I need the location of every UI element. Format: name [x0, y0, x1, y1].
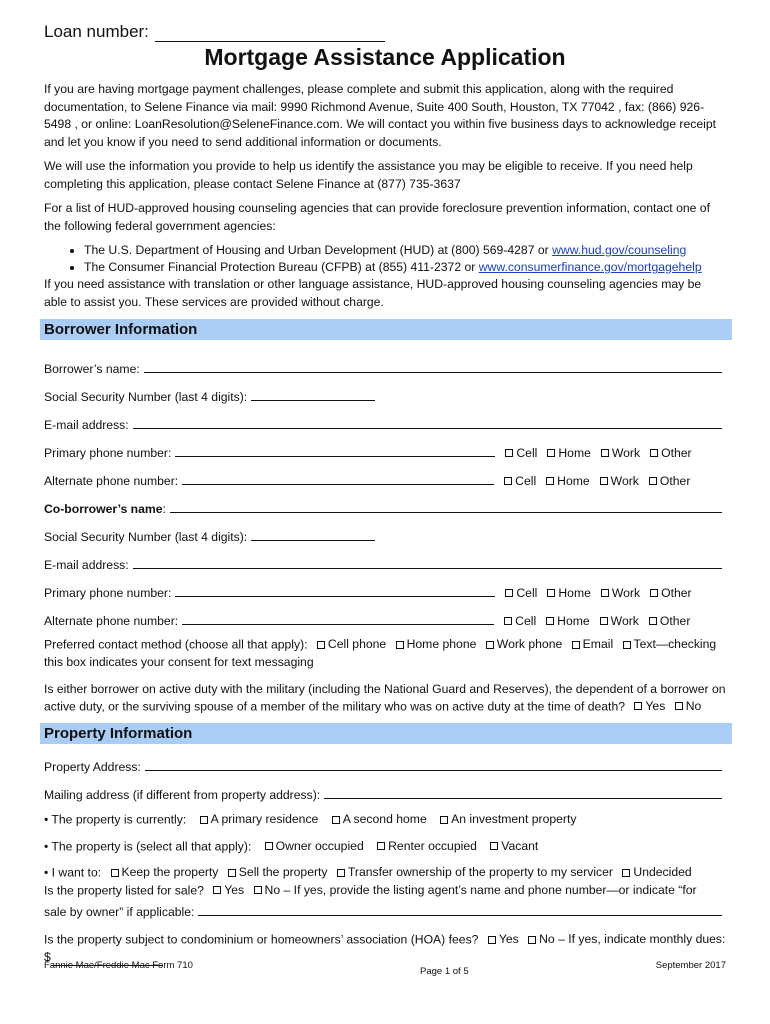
checkbox-hoa-yes[interactable]: Yes — [488, 931, 519, 948]
checkbox-icon — [332, 816, 340, 824]
checkbox-vacant[interactable]: Vacant — [490, 838, 538, 855]
checkbox-owner-occupied[interactable]: Owner occupied — [265, 838, 364, 855]
checkbox-sale-no[interactable]: No – If yes, provide the listing agent’s name and phone number—or indicate “for — [254, 882, 697, 899]
checkbox-other[interactable]: Other — [650, 586, 691, 600]
checkbox-icon — [488, 936, 496, 944]
military-question: Is either borrower on active duty with the military (including the National Guard and Reserves), the dependent of a borrower on active duty, or the surviving spouse of a member of the military who was on active duty at the time of death? Yes No — [44, 681, 726, 713]
checkbox-work[interactable]: Work — [601, 586, 640, 600]
loan-number-row — [44, 22, 726, 42]
checkbox-cell[interactable]: Cell — [505, 446, 537, 460]
borrower-section-header: Borrower Information — [40, 319, 732, 340]
hoa-question-row: Is the property subject to condominium or homeowners’ association (HOA) fees? Yes No – If yes, indicate monthly dues: — [44, 932, 726, 947]
page-title: Mortgage Assistance Application — [204, 44, 566, 70]
cfpb-link[interactable]: www.consumerfinance.gov/mortgagehelp — [478, 260, 702, 274]
coborrower-alternate-phone-row: Alternate phone number: Cell Home Work Other — [44, 614, 691, 628]
checkbox-icon — [265, 842, 273, 850]
coborrower-email-field[interactable] — [133, 568, 722, 569]
checkbox-military-yes[interactable]: Yes — [634, 698, 665, 715]
property-address-row: Property Address: — [44, 752, 726, 774]
intro-paragraph-2: We will use the information you provide to help us identify the assistance you may be eligible to receive. If you need help completing this application, please contact Selene Finance at (877) 735-3637 — [44, 159, 693, 191]
coborrower-email-row: E-mail address: — [44, 544, 726, 572]
intro-paragraph-4: If you need assistance with translation or other language assistance, HUD-approved housing counseling agencies may be able to assist you. These services are provided without charge. — [44, 277, 702, 309]
borrower-name-row: Borrower’s name: — [44, 348, 726, 376]
checkbox-icon — [675, 702, 683, 710]
checkbox-icon — [504, 617, 512, 625]
listing-agent-field[interactable] — [198, 915, 722, 916]
checkbox-home[interactable]: Home — [546, 614, 590, 628]
checkbox-icon — [634, 702, 642, 710]
borrower-ssn-field[interactable] — [251, 400, 375, 401]
property-intent-row: • I want to: Keep the property Sell the property Transfer ownership of the property to my servicer Undecided — [44, 865, 692, 880]
checkbox-transfer-ownership[interactable]: Transfer ownership of the property to my servicer — [337, 864, 613, 881]
checkbox-other[interactable]: Other — [649, 474, 690, 488]
borrower-email-row: E-mail address: — [44, 404, 726, 432]
checkbox-cell[interactable]: Cell — [504, 474, 536, 488]
form-date: September 2017 — [655, 960, 726, 971]
borrower-ssn-row: Social Security Number (last 4 digits): — [44, 376, 726, 404]
checkbox-investment-property[interactable]: An investment property — [440, 811, 576, 828]
loan-number-field[interactable] — [155, 25, 385, 42]
checkbox-icon — [213, 886, 221, 894]
borrower-primary-phone-row: Primary phone number: Cell Home Work Other — [44, 446, 692, 460]
checkbox-icon — [486, 641, 494, 649]
checkbox-other[interactable]: Other — [649, 614, 690, 628]
checkbox-second-home[interactable]: A second home — [332, 811, 427, 828]
checkbox-icon — [622, 869, 630, 877]
checkbox-hoa-no[interactable]: No – If yes, indicate monthly dues: — [528, 931, 725, 948]
coborrower-name-field[interactable] — [170, 512, 722, 513]
checkbox-icon — [111, 869, 119, 877]
text-consent-note: this box indicates your consent for text messaging — [44, 654, 314, 669]
hud-link[interactable]: www.hud.gov/counseling — [552, 243, 687, 257]
checkbox-contact-text[interactable]: Text—checking — [623, 636, 717, 653]
checkbox-contact-cell-phone[interactable]: Cell phone — [317, 636, 386, 653]
borrower-email-field[interactable] — [133, 428, 722, 429]
agency-cfpb: • The Consumer Financial Protection Bureau (CFPB) at (855) 411-2372 or www.consumerfinance.gov/mortgagehelp — [84, 259, 726, 276]
checkbox-icon — [490, 842, 498, 850]
checkbox-renter-occupied[interactable]: Renter occupied — [377, 838, 477, 855]
agency-list — [44, 242, 726, 276]
property-currently-row: • The property is currently: A primary residence A second home An investment property — [44, 812, 577, 827]
borrower-alternate-phone-field[interactable] — [182, 484, 494, 485]
borrower-alternate-phone-row: Alternate phone number: Cell Home Work Other — [44, 474, 691, 488]
checkbox-icon — [649, 617, 657, 625]
checkbox-work[interactable]: Work — [600, 614, 639, 628]
property-occupancy-row: • The property is (select all that apply): Owner occupied Renter occupied Vacant — [44, 838, 539, 853]
mailing-address-row: Mailing address (if different from property address): — [44, 774, 726, 802]
checkbox-icon — [505, 589, 513, 597]
checkbox-icon — [377, 842, 385, 850]
checkbox-contact-home-phone[interactable]: Home phone — [396, 636, 477, 653]
checkbox-icon — [440, 816, 448, 824]
checkbox-sell-property[interactable]: Sell the property — [228, 864, 328, 881]
checkbox-icon — [572, 641, 580, 649]
checkbox-cell[interactable]: Cell — [505, 586, 537, 600]
checkbox-work[interactable]: Work — [601, 446, 640, 460]
property-address-field[interactable] — [145, 770, 722, 771]
checkbox-other[interactable]: Other — [650, 446, 691, 460]
checkbox-icon — [337, 869, 345, 877]
checkbox-icon — [650, 449, 658, 457]
agency-hud: • The U.S. Department of Housing and Urban Development (HUD) at (800) 569-4287 or www.hud.gov/counseling — [84, 242, 726, 259]
checkbox-icon — [528, 936, 536, 944]
checkbox-icon — [200, 816, 208, 824]
checkbox-cell[interactable]: Cell — [504, 614, 536, 628]
checkbox-icon — [546, 477, 554, 485]
checkbox-icon — [601, 589, 609, 597]
checkbox-contact-email[interactable]: Email — [572, 636, 613, 653]
checkbox-icon — [546, 617, 554, 625]
coborrower-primary-phone-row: Primary phone number: Cell Home Work Other — [44, 586, 692, 600]
intro-paragraph-1: If you are having mortgage payment challenges, please complete and submit this application, along with the required documentation, to Selene Finance via mail: 9990 Richmond Avenue, Suite 400 South, Houston, TX 77042 , fax: (866) 926-5498 , or online: LoanResolution@SeleneFinance.com. We will contact you within five business days to acknowledge receipt and let you know if you need to send additional information or documents. — [44, 82, 717, 149]
form-id: Fannie Mae/Freddie Mac Form 710 — [44, 960, 193, 971]
checkbox-icon — [600, 617, 608, 625]
checkbox-icon — [547, 449, 555, 457]
checkbox-icon — [317, 641, 325, 649]
borrower-primary-phone-field[interactable] — [175, 456, 495, 457]
page-footer — [44, 960, 726, 977]
hoa-dues-row: $ — [44, 949, 726, 966]
coborrower-primary-phone-field[interactable] — [175, 596, 495, 597]
checkbox-contact-work-phone[interactable]: Work phone — [486, 636, 563, 653]
checkbox-icon — [650, 589, 658, 597]
checkbox-icon — [649, 477, 657, 485]
listing-agent-row: sale by owner” if applicable: — [44, 899, 726, 919]
checkbox-sale-yes[interactable]: Yes — [213, 882, 244, 899]
mailing-address-field[interactable] — [324, 798, 722, 799]
checkbox-military-no[interactable]: No — [675, 698, 702, 715]
checkbox-icon — [547, 589, 555, 597]
checkbox-icon — [623, 641, 631, 649]
page-number: Page 1 of 5 — [420, 966, 469, 977]
checkbox-icon — [504, 477, 512, 485]
coborrower-name-row: Co-borrower’s name : — [44, 488, 726, 516]
checkbox-work[interactable]: Work — [600, 474, 639, 488]
listed-for-sale-row: Is the property listed for sale? Yes No – If yes, provide the listing agent’s name and phone number—or indicate “for — [44, 882, 697, 897]
checkbox-undecided[interactable]: Undecided — [622, 864, 691, 881]
checkbox-icon — [396, 641, 404, 649]
checkbox-icon — [228, 869, 236, 877]
checkbox-home[interactable]: Home — [546, 474, 590, 488]
preferred-contact-row: Preferred contact method (choose all that apply): Cell phone Home phone Work phone Email Text—checking this box indicates your consent for text messaging — [44, 637, 717, 669]
checkbox-primary-residence[interactable]: A primary residence — [200, 811, 319, 828]
checkbox-home[interactable]: Home — [547, 586, 591, 600]
property-section-header: Property Information — [40, 723, 732, 744]
checkbox-icon — [600, 477, 608, 485]
checkbox-icon — [601, 449, 609, 457]
checkbox-icon — [505, 449, 513, 457]
coborrower-ssn-field[interactable] — [251, 540, 375, 541]
checkbox-keep-property[interactable]: Keep the property — [111, 864, 219, 881]
intro-paragraph-3: For a list of HUD-approved housing counseling agencies that can provide foreclosure prevention information, contact one of the following federal government agencies: — [44, 201, 710, 233]
coborrower-alternate-phone-field[interactable] — [182, 624, 494, 625]
checkbox-home[interactable]: Home — [547, 446, 591, 460]
borrower-name-field[interactable] — [144, 372, 722, 373]
checkbox-icon — [254, 886, 262, 894]
loan-number-label: Loan number: — [44, 22, 149, 41]
coborrower-ssn-row: Social Security Number (last 4 digits): — [44, 516, 726, 544]
